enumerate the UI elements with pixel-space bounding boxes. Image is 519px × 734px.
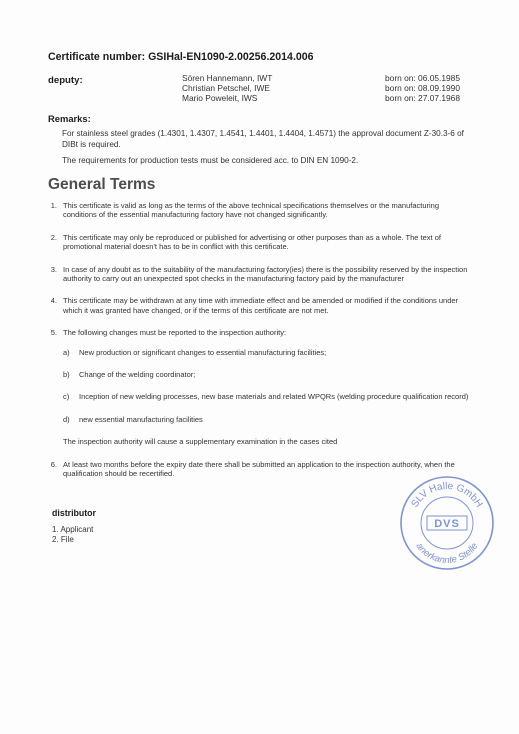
certificate-number: Certificate number: GSIHal-EN1090-2.00256.2014.006 — [48, 51, 314, 63]
birth-date: born on: 08.09.1990 — [385, 83, 460, 94]
item-number: 3. — [50, 264, 57, 274]
item-text: This certificate may be withdrawn at any time with immediate effect and be amended or modified if the conditions under which it was granted have changed, or if the terms of this certificate are not met. — [63, 296, 459, 315]
item-number: 2. — [50, 232, 57, 242]
distributor-label: distributor — [52, 508, 96, 518]
supplementary-exam-note: The inspection authority will cause a supplementary examination in the cases cited — [63, 437, 338, 447]
sub-item-letter: b) — [63, 370, 70, 380]
list-item — [33, 233, 473, 252]
deputy-birth-dates — [385, 73, 460, 104]
sub-item-letter: c) — [63, 392, 70, 402]
remark-stainless-steel: For stainless steel grades (1.4301, 1.4307, 1.4541, 1.4401, 1.4404, 1.4571) the approval document Z-30.3-6 of DIBt is required. — [62, 129, 464, 149]
sub-item-text: new essential manufacturing facilities — [79, 414, 203, 424]
distributor-item: 1. Applicant — [52, 525, 94, 534]
sub-item-text: New production or significant changes to essential manufacturing facilities; — [79, 347, 327, 357]
list-item — [33, 201, 473, 220]
distributor-item: 2. File — [52, 535, 74, 544]
list-item — [33, 265, 473, 284]
item-number: 6. — [50, 459, 57, 469]
sub-list-item — [63, 415, 473, 424]
deputy-name: Sören Hannemann, IWT — [182, 73, 273, 83]
item-text: In case of any doubt as to the suitability of the manufacturing factory(ies) there is the possibility reserved by the inspection authority to carry out an unexpected spot checks in the manufacturing factory paid by the manufacturer — [63, 264, 468, 284]
changes-sublist — [63, 348, 473, 425]
item-body — [63, 328, 473, 446]
stamp-top-text: SLV Halle GmbH — [409, 480, 485, 510]
item-text: At least two months before the expiry date there shall be submitted an application to the inspection authority, when the qualification should be recertified. — [63, 459, 455, 479]
sub-item-text: Inception of new welding processes, new base materials and related WPQRs (welding procedure qualification record) — [79, 392, 469, 402]
sub-list-item — [63, 370, 473, 379]
item-text: The following changes must be reported to the inspection authority: — [63, 328, 287, 338]
sub-list-item — [63, 392, 473, 401]
birth-date: born on: 06.05.1985 — [385, 73, 460, 83]
remark-production-tests: The requirements for production tests must be considered acc. to DIN EN 1090-2. — [62, 156, 359, 165]
general-terms-title: General Terms — [48, 176, 156, 193]
sub-item-letter: d) — [63, 414, 70, 424]
list-item — [33, 296, 473, 315]
distributor-list — [52, 525, 93, 545]
sub-list-item — [63, 348, 473, 357]
item-text: This certificate may only be reproduced or published for advertising or other purposes than as a whole. The text of promotional material doesn't has to be in conflict with this certificate. — [63, 232, 441, 252]
stamp-bottom-text: anerkannte Stelle — [413, 540, 481, 566]
item-text: This certificate is valid as long as the terms of the above technical specifications themselves or the manufacturing conditions of the essential manufacturing factory have not changed significantly. — [63, 201, 440, 220]
deputy-name: Mario Poweleit, IWS — [182, 93, 258, 104]
list-item — [33, 328, 473, 446]
slv-halle-stamp — [397, 473, 497, 573]
item-number: 5. — [50, 328, 57, 338]
birth-date: born on: 27.07.1968 — [385, 93, 460, 104]
item-number: 1. — [50, 201, 57, 210]
stamp-center-text: DVS — [434, 518, 460, 530]
deputy-label: deputy: — [48, 75, 83, 86]
item-number: 4. — [50, 296, 57, 306]
remarks-label: Remarks: — [48, 113, 91, 124]
sub-item-text: Change of the welding coordinator; — [79, 370, 196, 380]
general-terms-list — [33, 201, 473, 492]
deputy-name: Christian Petschel, IWE — [182, 83, 270, 94]
deputy-names — [182, 73, 272, 104]
sub-item-letter: a) — [63, 347, 70, 357]
